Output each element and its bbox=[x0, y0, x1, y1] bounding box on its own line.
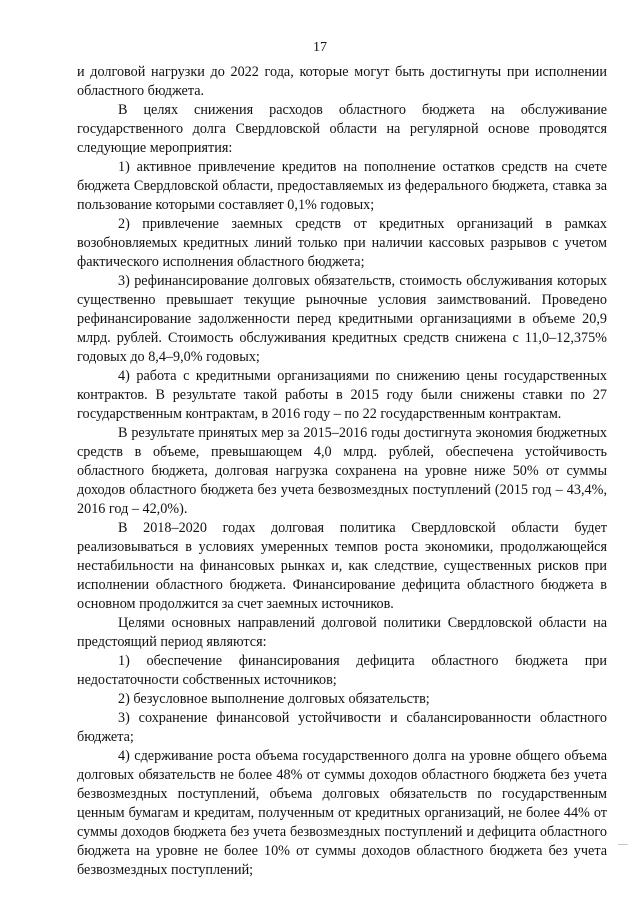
paragraph-goal-4: 4) сдерживание роста объема государственного долга на уровне общего объема долговых обязательств не более 48% от суммы доходов областного бюджета без учета безвозмездных поступлений, объема долговых обязательств по государственным ценным бумагам и кредитам, полученным от кредитных организаций, не более 44% от суммы доходов бюджета без учета безвозмездных поступлений и дефицита областного бюджета на уровне не более 10% от суммы доходов областного бюджета без учета безвозмездных поступлений; bbox=[77, 748, 607, 878]
paragraph-goal-1: 1) обеспечение финансирования дефицита областного бюджета при недостаточности собственных источников; bbox=[77, 653, 607, 688]
paragraph-goal-2: 2) безусловное выполнение долговых обязательств; bbox=[118, 691, 430, 707]
paragraph-measures-intro: В целях снижения расходов областного бюджета на обслуживание государственного долга Свердловской области на регулярной основе проводятся следующие мероприятия: bbox=[77, 102, 607, 156]
paragraph-goal-3: 3) сохранение финансовой устойчивости и сбалансированности областного бюджета; bbox=[77, 710, 607, 745]
document-body bbox=[77, 63, 607, 880]
paragraph-outlook: В 2018–2020 годах долговая политика Свердловской области будет реализовываться в условиях умеренных темпов роста экономики, продолжающейся нестабильности на финансовых рынках и, как следствие, существенных рисков при исполнении областного бюджета. Финансирование дефицита областного бюджета в основном продолжится за счет заемных источников. bbox=[77, 520, 607, 612]
paragraph-goals-intro: Целями основных направлений долговой политики Свердловской области на предстоящий период являются: bbox=[77, 615, 607, 650]
paragraph-measure-1: 1) активное привлечение кредитов на пополнение остатков средств на счете бюджета Свердловской области, предоставляемых из федерального бюджета, ставка за пользование которыми составляет 0,1% годовых; bbox=[77, 159, 607, 213]
paragraph-measure-4: 4) работа с кредитными организациями по снижению цены государственных контрактов. В результате такой работы в 2015 году были снижены ставки по 27 государственным контрактам, в 2016 году – по 22 государственным контрактам. bbox=[77, 368, 607, 422]
page-number: 17 bbox=[313, 40, 327, 55]
paragraph-measure-2: 2) привлечение заемных средств от кредитных организаций в рамках возобновляемых кредитных линий только при наличии кассовых разрывов с учетом фактического исполнения областного бюджета; bbox=[77, 216, 607, 270]
scan-edge-mark bbox=[618, 844, 628, 845]
paragraph-measure-3: 3) рефинансирование долговых обязательств, стоимость обслуживания которых существенно превышает текущие рыночные условия заимствований. Проведено рефинансирование задолженности перед кредитными организациями в объеме 20,9 млрд. рублей. Стоимость обслуживания кредитных средств снижена с 11,0–12,375% годовых до 8,4–9,0% годовых; bbox=[77, 273, 607, 365]
paragraph-continuation: и долговой нагрузки до 2022 года, которые могут быть достигнуты при исполнении областного бюджета. bbox=[77, 64, 607, 99]
paragraph-results: В результате принятых мер за 2015–2016 годы достигнута экономия бюджетных средств в объеме, превышающем 4,0 млрд. рублей, обеспечена устойчивость областного бюджета, долговая нагрузка сохранена на уровне ниже 50% от суммы доходов областного бюджета без учета безвозмездных поступлений (2015 год – 43,4%, 2016 год – 42,0%). bbox=[77, 425, 607, 517]
